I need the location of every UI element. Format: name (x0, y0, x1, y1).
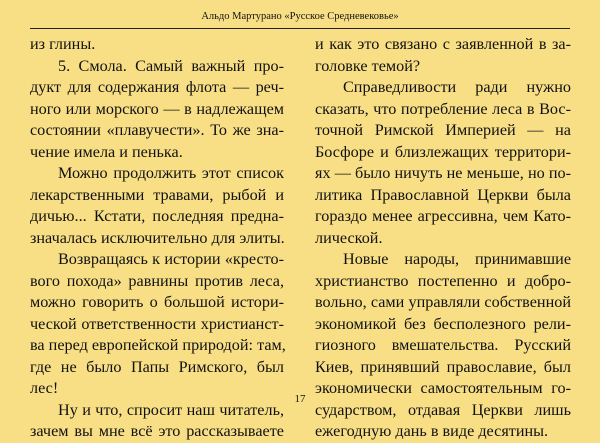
text-line: из глины. (30, 35, 96, 53)
text-line: лес! (30, 379, 59, 397)
text-line: сударством, отдавая Церкви лишь (315, 400, 571, 419)
text-line: гиозного вмешательства. Русский (315, 336, 571, 354)
text-line: Ну и что, спросит наш читатель, (58, 400, 284, 419)
text-line: ва перед европейской природой: там, (30, 336, 286, 354)
text-line: дичью... Кстати, последняя предна- (30, 207, 284, 225)
text-line: точной Римской Империей — на (315, 121, 571, 139)
text-line: ного или морского — в надлежащем (30, 99, 284, 118)
right-column (315, 34, 571, 443)
text-line: лекарственными травами, рыбой и (30, 185, 284, 204)
text-line: Киев, принявший православие, был (315, 357, 571, 376)
text-line: экономикой без бесполезного рели- (315, 314, 571, 333)
text-line: лической. (315, 228, 383, 247)
text-line: чение имела и пенька. (30, 142, 183, 161)
text-line: значалась исключительно для элиты. (30, 228, 285, 247)
text-line: ческой ответственности христианст- (30, 314, 284, 333)
text-line: Новые народы, принимавшие (343, 250, 571, 268)
text-line: дукт для содержания флота — реч- (30, 78, 284, 96)
text-line: христианство постепенно и добро- (315, 271, 571, 290)
text-line: головке темой? (315, 56, 421, 75)
text-line: экономически самостоятельным го- (315, 379, 571, 397)
text-line: ях — было ничуть не меньше, но по- (315, 164, 571, 182)
text-line: ежегодную дань в виде десятины. (315, 422, 549, 440)
text-line: Возвращаясь к истории «кресто- (58, 250, 284, 268)
text-line: сказать, что потребление леса в Вос- (315, 99, 571, 118)
text-line: Справедливости ради нужно (343, 78, 571, 96)
text-line: 5. Смола. Самый важный про- (58, 56, 284, 75)
running-header: Альдо Мартурано «Русское Средневековье» (201, 11, 399, 22)
text-line: Можно продолжить этот список (58, 164, 284, 182)
text-line: Босфоре и близлежащих территори- (315, 142, 571, 161)
header-rule (30, 28, 570, 29)
text-line: можно говорить о большой истори- (30, 293, 284, 311)
text-line: гораздо менее агрессивна, чем Като- (315, 207, 571, 225)
text-line: вольно, сами управляли собственной (315, 293, 571, 311)
text-line: вого похода» равнины против леса, (30, 271, 284, 290)
left-column (30, 34, 284, 443)
text-line: и как это связано с заявленной в за- (315, 35, 571, 53)
text-line: состоянии «плавучести». То же зна- (30, 121, 284, 139)
text-line: где не было Папы Римского, был (30, 357, 284, 376)
text-line: зачем вы мне всё это рассказываете (30, 422, 284, 440)
page-number: 17 (294, 393, 306, 405)
text-line: литика Православной Церкви была (315, 185, 571, 204)
